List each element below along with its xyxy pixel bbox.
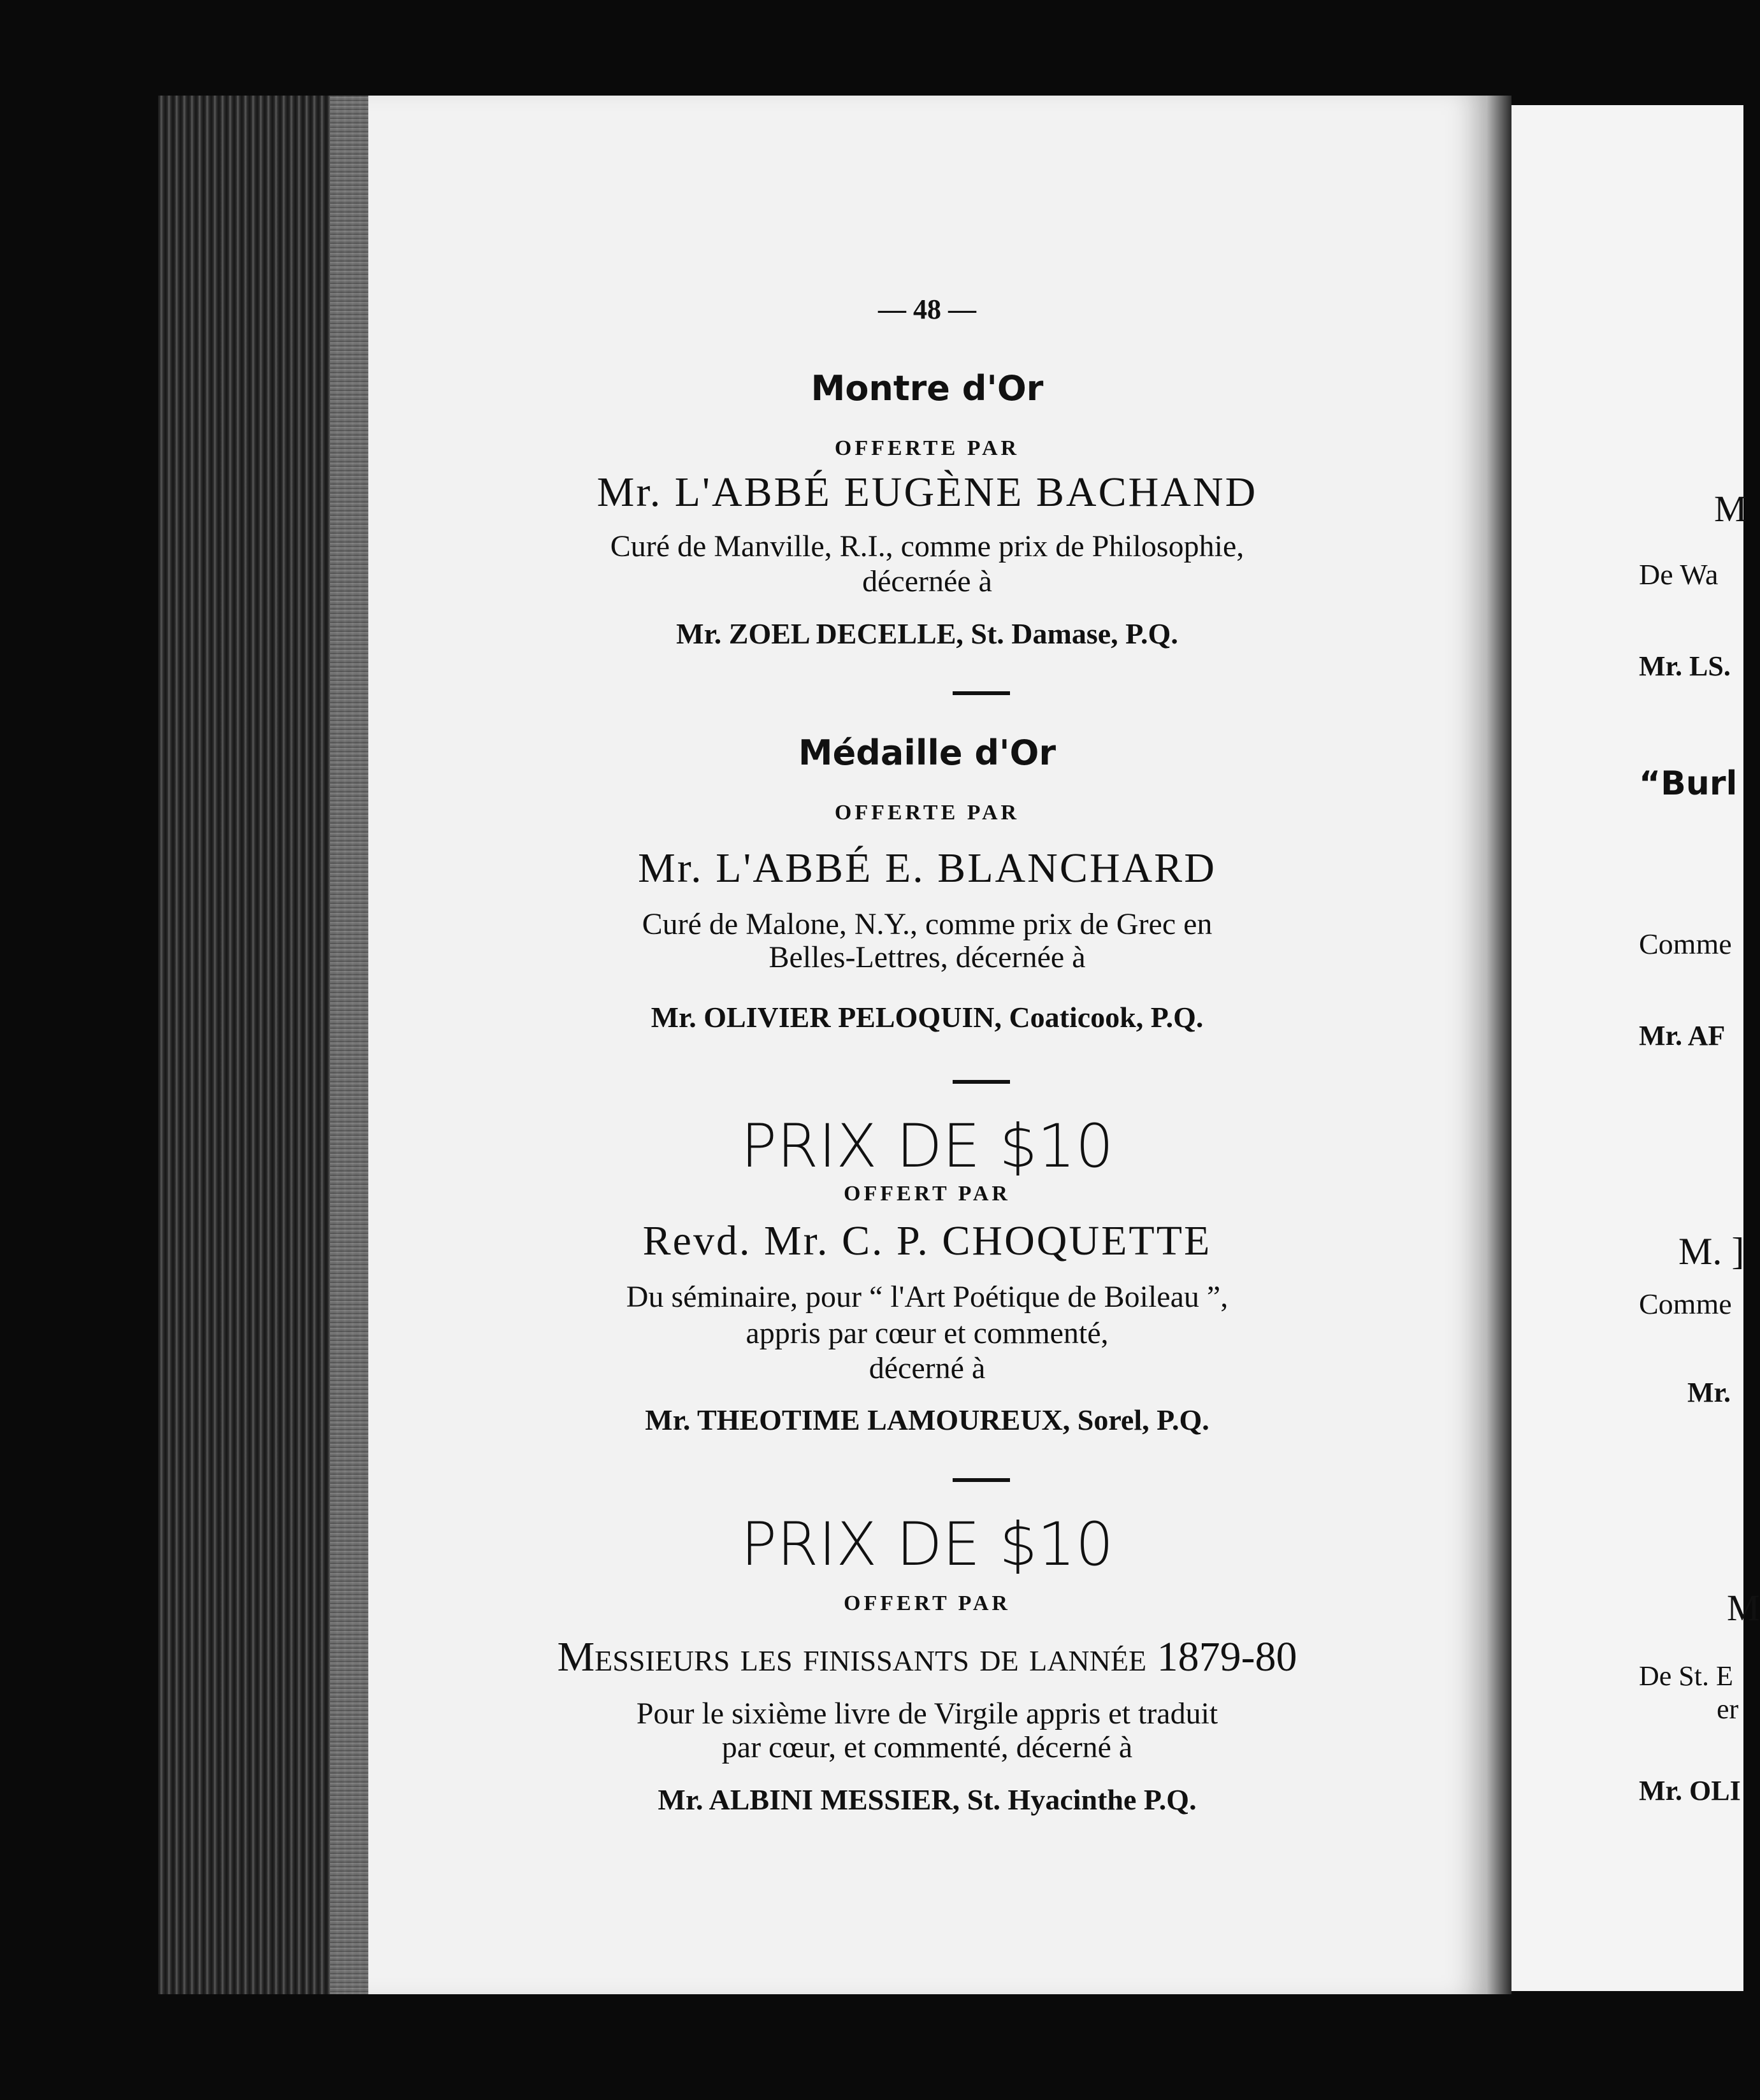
page-number: — 48 — [878,294,976,325]
award-description-line: Curé de Manville, R.I., comme prix de Philosophie, [610,529,1244,563]
page-edge-stack [158,96,368,1994]
fragment-text: Mr. AF [1639,1020,1726,1051]
fragment-text: Comme [1639,928,1732,960]
award-description-line: Du séminaire, pour “ l'Art Poétique de Boileau ”, [626,1280,1229,1314]
fragment-text: Mr. LS. [1639,651,1731,682]
recipient: Mr. OLIVIER PELOQUIN, Coaticook, P.Q. [651,1001,1204,1033]
award-title: PRIX DE $10 [740,1112,1114,1181]
offered-by-label: OFFERTE PAR [834,436,1020,460]
fragment-text: Mr. OLI [1639,1775,1741,1806]
donor-name: Messieurs les finissants de lannée 1879-80 [557,1634,1297,1680]
award-description-line: Pour le sixième livre de Virgile appris et traduit [636,1697,1218,1730]
fragment-text: er [1717,1694,1739,1725]
award-description-line: par cœur, et commenté, décerné à [721,1730,1133,1764]
recipient: Mr. ZOEL DECELLE, St. Damase, P.Q. [676,617,1178,650]
recipient: Mr. ALBINI MESSIER, St. Hyacinthe P.Q. [658,1783,1197,1816]
fragment-text: “Burl [1639,765,1738,803]
right-page [1511,105,1760,1991]
award-description-line: Belles-Lettres, décernée à [768,940,1086,974]
left-page [368,96,1486,1994]
fragment-text: M [1727,1587,1760,1629]
fragment-text: Mr. [1687,1377,1731,1408]
donor-name: Mr. L'ABBÉ EUGÈNE BACHAND [596,469,1258,515]
offered-by-label: OFFERT PAR [844,1592,1011,1615]
award-title: Montre d'Or [811,368,1044,408]
fragment-text: De Wa [1639,558,1719,591]
book-gutter [1486,96,1511,1994]
offered-by-label: OFFERT PAR [844,1182,1011,1205]
offered-by-label: OFFERTE PAR [834,801,1020,824]
fragment-text: De St. E [1639,1660,1733,1692]
donor-name: Mr. L'ABBÉ E. BLANCHARD [638,845,1216,891]
award-description-line: décerné à [869,1351,986,1385]
donor-name: Revd. Mr. C. P. CHOQUETTE [642,1218,1212,1264]
award-title: Médaille d'Or [798,733,1057,773]
award-description-line: appris par cœur et commenté, [746,1316,1109,1350]
section-divider [953,691,1010,695]
fragment-text: Comme [1639,1288,1732,1320]
fragment-text: M. ] [1678,1230,1745,1272]
award-description-line: décernée à [862,565,992,598]
fragment-text: M [1714,488,1747,529]
award-title: PRIX DE $10 [740,1510,1114,1579]
recipient: Mr. THEOTIME LAMOUREUX, Sorel, P.Q. [645,1404,1209,1436]
section-divider [953,1080,1010,1084]
section-divider [953,1478,1010,1482]
award-description-line: Curé de Malone, N.Y., comme prix de Grec en [642,907,1213,941]
